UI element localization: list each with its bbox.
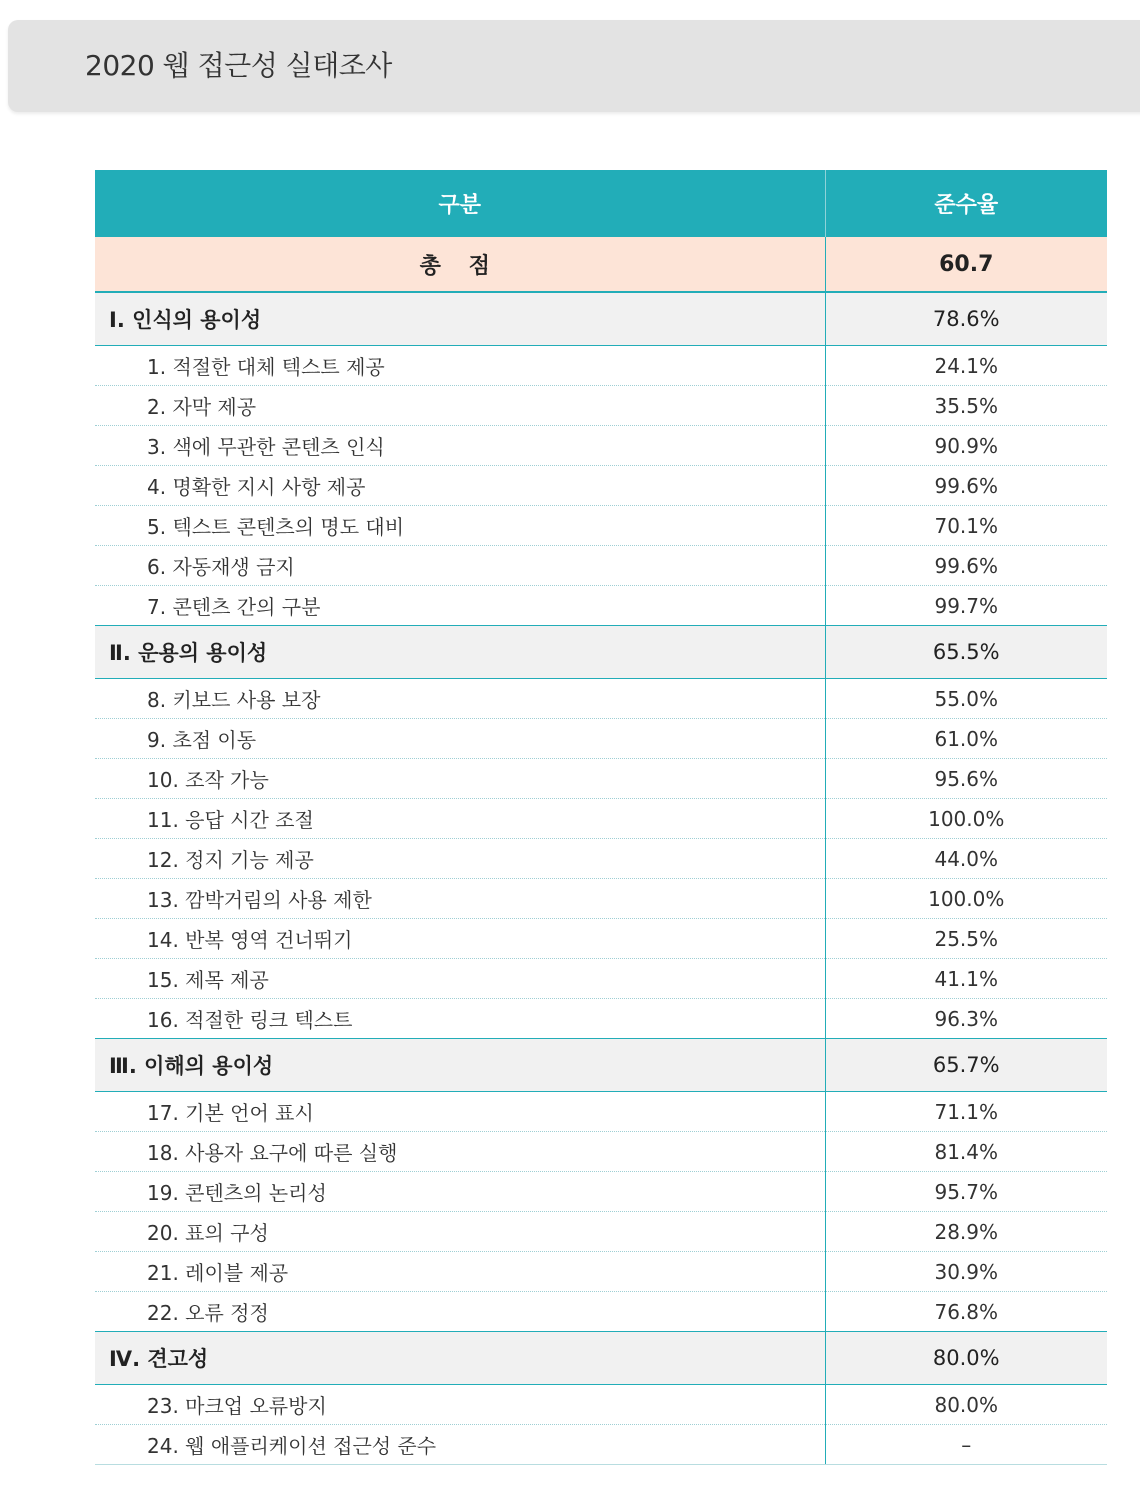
- table-row: [95, 959, 1107, 999]
- item-label: 19. 콘텐츠의 논리성: [95, 1172, 825, 1212]
- table-row: [95, 719, 1107, 759]
- item-label: 24. 웹 애플리케이션 접근성 준수: [95, 1425, 825, 1465]
- table-row: [95, 586, 1107, 626]
- item-value: 99.6%: [825, 466, 1107, 506]
- compliance-table: [95, 170, 1107, 1465]
- section-label: Ⅱ. 운용의 용이성: [95, 626, 825, 679]
- table-row: [95, 1425, 1107, 1465]
- header-compliance-rate: 준수율: [825, 170, 1107, 237]
- table-row: [95, 799, 1107, 839]
- item-label: 6. 자동재생 금지: [95, 546, 825, 586]
- item-value: 96.3%: [825, 999, 1107, 1039]
- table-row: [95, 1172, 1107, 1212]
- table-row: [95, 839, 1107, 879]
- section-row: [95, 292, 1107, 346]
- item-label: 7. 콘텐츠 간의 구분: [95, 586, 825, 626]
- table-row: [95, 759, 1107, 799]
- item-value: 90.9%: [825, 426, 1107, 466]
- item-label: 2. 자막 제공: [95, 386, 825, 426]
- header-category: 구분: [95, 170, 825, 237]
- item-label: 10. 조작 가능: [95, 759, 825, 799]
- total-row: [95, 237, 1107, 292]
- item-label: 13. 깜박거림의 사용 제한: [95, 879, 825, 919]
- item-value: 70.1%: [825, 506, 1107, 546]
- table-row: [95, 1212, 1107, 1252]
- section-row: [95, 1039, 1107, 1092]
- item-value: 99.6%: [825, 546, 1107, 586]
- table-row: [95, 506, 1107, 546]
- item-label: 14. 반복 영역 건너뛰기: [95, 919, 825, 959]
- table-row: [95, 346, 1107, 386]
- item-label: 3. 색에 무관한 콘텐츠 인식: [95, 426, 825, 466]
- item-value: 95.7%: [825, 1172, 1107, 1212]
- table-row: [95, 1252, 1107, 1292]
- table-row: [95, 919, 1107, 959]
- item-label: 20. 표의 구성: [95, 1212, 825, 1252]
- total-label: 총 점: [95, 237, 825, 292]
- item-value: –: [825, 1425, 1107, 1465]
- item-value: 25.5%: [825, 919, 1107, 959]
- item-value: 55.0%: [825, 679, 1107, 719]
- section-value: 80.0%: [825, 1332, 1107, 1385]
- item-value: 95.6%: [825, 759, 1107, 799]
- total-value: 60.7: [825, 237, 1107, 292]
- item-value: 81.4%: [825, 1132, 1107, 1172]
- table-row: [95, 546, 1107, 586]
- item-label: 12. 정지 기능 제공: [95, 839, 825, 879]
- section-label: Ⅲ. 이해의 용이성: [95, 1039, 825, 1092]
- table-row: [95, 1132, 1107, 1172]
- item-label: 1. 적절한 대체 텍스트 제공: [95, 346, 825, 386]
- item-value: 99.7%: [825, 586, 1107, 626]
- section-value: 78.6%: [825, 292, 1107, 346]
- item-value: 41.1%: [825, 959, 1107, 999]
- section-value: 65.7%: [825, 1039, 1107, 1092]
- item-value: 71.1%: [825, 1092, 1107, 1132]
- title-bar: [8, 20, 1140, 112]
- table-header-row: [95, 170, 1107, 237]
- section-label: Ⅰ. 인식의 용이성: [95, 292, 825, 346]
- item-label: 11. 응답 시간 조절: [95, 799, 825, 839]
- item-value: 76.8%: [825, 1292, 1107, 1332]
- item-label: 5. 텍스트 콘텐츠의 명도 대비: [95, 506, 825, 546]
- section-row: [95, 1332, 1107, 1385]
- item-label: 17. 기본 언어 표시: [95, 1092, 825, 1132]
- table-row: [95, 386, 1107, 426]
- item-label: 22. 오류 정정: [95, 1292, 825, 1332]
- item-label: 9. 초점 이동: [95, 719, 825, 759]
- table-row: [95, 999, 1107, 1039]
- table-row: [95, 879, 1107, 919]
- item-value: 28.9%: [825, 1212, 1107, 1252]
- table-row: [95, 679, 1107, 719]
- table-row: [95, 1385, 1107, 1425]
- table-row: [95, 1092, 1107, 1132]
- page-title: 2020 웹 접근성 실태조사: [85, 49, 392, 82]
- item-value: 100.0%: [825, 879, 1107, 919]
- item-value: 24.1%: [825, 346, 1107, 386]
- section-value: 65.5%: [825, 626, 1107, 679]
- item-label: 4. 명확한 지시 사항 제공: [95, 466, 825, 506]
- item-label: 21. 레이블 제공: [95, 1252, 825, 1292]
- item-value: 35.5%: [825, 386, 1107, 426]
- item-value: 44.0%: [825, 839, 1107, 879]
- item-value: 80.0%: [825, 1385, 1107, 1425]
- item-value: 30.9%: [825, 1252, 1107, 1292]
- item-value: 61.0%: [825, 719, 1107, 759]
- section-row: [95, 626, 1107, 679]
- item-value: 100.0%: [825, 799, 1107, 839]
- table-row: [95, 466, 1107, 506]
- item-label: 8. 키보드 사용 보장: [95, 679, 825, 719]
- table-row: [95, 1292, 1107, 1332]
- item-label: 15. 제목 제공: [95, 959, 825, 999]
- item-label: 16. 적절한 링크 텍스트: [95, 999, 825, 1039]
- item-label: 23. 마크업 오류방지: [95, 1385, 825, 1425]
- section-label: Ⅳ. 견고성: [95, 1332, 825, 1385]
- table-row: [95, 426, 1107, 466]
- item-label: 18. 사용자 요구에 따른 실행: [95, 1132, 825, 1172]
